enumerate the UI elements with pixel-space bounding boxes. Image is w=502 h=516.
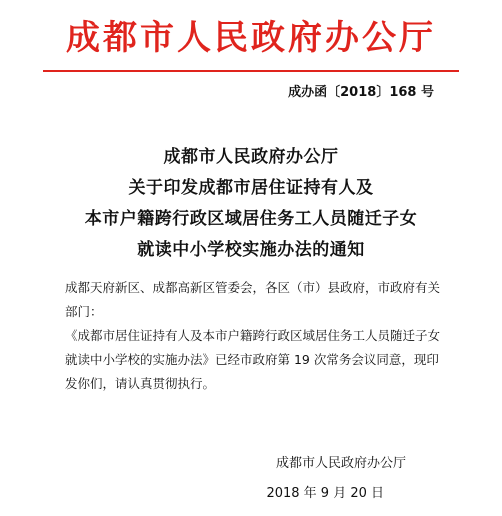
signature-issuer: 成都市人民政府办公厅 [275, 456, 406, 471]
title-line-1: 成都市人民政府办公厅 [163, 147, 339, 167]
title-line-4: 就读中小学校实施办法的通知 [137, 240, 365, 260]
content-paragraph: 《成都市居住证持有人及本市户籍跨行政区域居住务工人员随迁子女就读中小学校的实施办法》已经市政府第 19 次常务会议同意，现印发你们，请认真贯彻执行。 [65, 328, 441, 391]
issuer-masthead: 成都市人民政府办公厅 [66, 18, 436, 58]
red-separator-line [43, 70, 459, 72]
document-title [0, 142, 502, 266]
title-line-3: 本市户籍跨行政区域居住务工人员随迁子女 [84, 209, 418, 229]
recipients-paragraph: 成都天府新区、成都高新区管委会，各区（市）县政府，市政府有关部门： [65, 280, 441, 319]
issue-date: 2018 年 9 月 20 日 [266, 486, 384, 501]
title-line-2: 关于印发成都市居住证持有人及 [128, 178, 374, 198]
document-number: 成办函〔2018〕168 号 [288, 85, 434, 100]
